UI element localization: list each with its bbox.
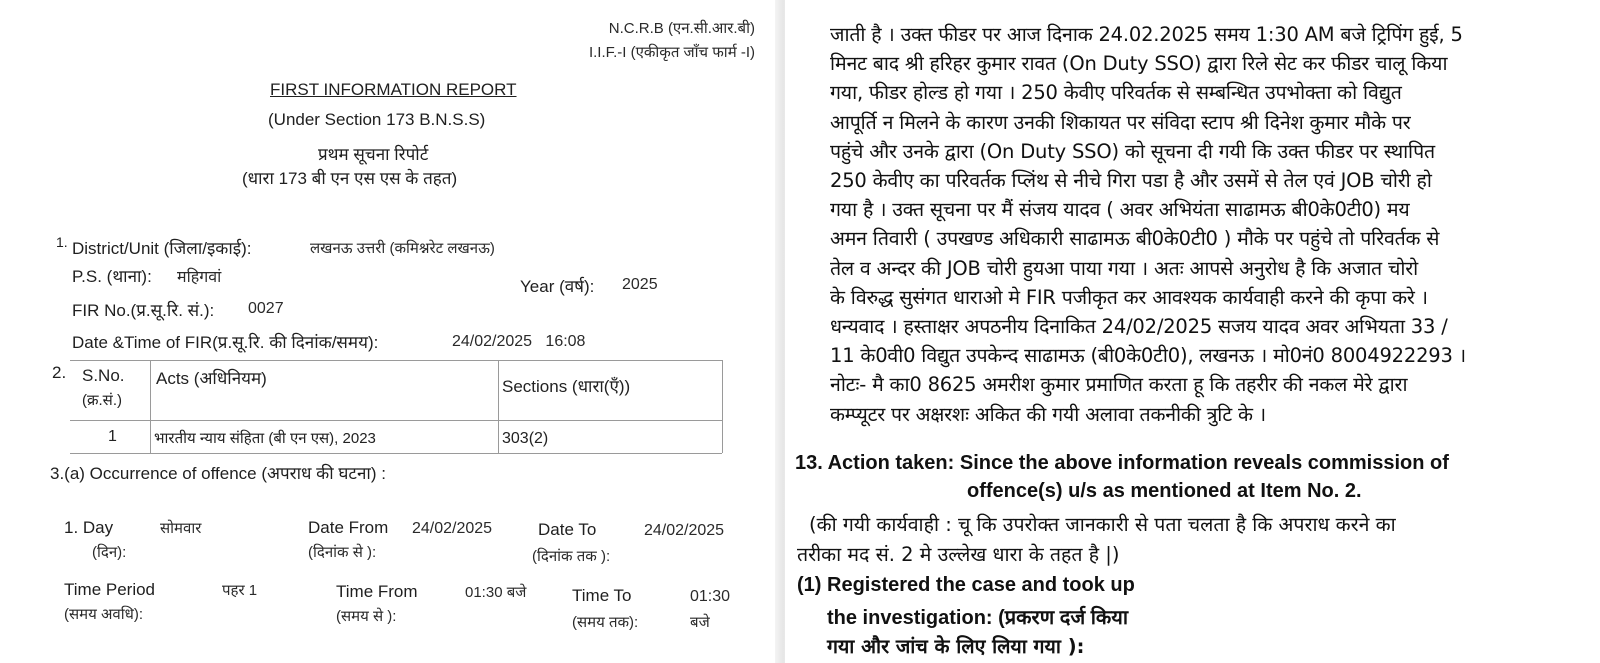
fir-left-page — [0, 0, 785, 663]
registered-line3: गया और जांच के लिए लिया गया ): — [827, 635, 1085, 658]
report-title: FIRST INFORMATION REPORT — [270, 80, 517, 99]
date-from-value: 24/02/2025 — [412, 520, 493, 537]
year-value: 2025 — [622, 276, 658, 293]
date-from-label: Date From — [308, 518, 389, 537]
ps-value: महिगवां — [177, 269, 222, 286]
paragraph-line: अमन तिवारी ( उपखण्ड अधिकारी साढामऊ बी0के0टी0 ) मौके पर पहुंचे तो परिवर्तक से — [830, 227, 1440, 251]
date-to-value: 24/02/2025 — [644, 522, 725, 539]
action-taken-line1: 13. Action taken: Since the above information reveals commission of — [795, 452, 1449, 474]
registered-line2: the investigation: (प्रकरण दर्ज किया — [827, 607, 1129, 629]
paragraph-line: पहुंचे और उनके द्वारा (On Duty SSO) को सूचना दी गयी कि उक्त फीडर पर स्थापित — [830, 139, 1435, 163]
paragraph-line: कम्प्यूटर पर अक्षरशः अकित की गयी अलावा तकनीकी त्रुटि के । — [830, 402, 1266, 426]
district-label: District/Unit (जिला/इकाई): — [72, 239, 252, 258]
sections-header: Sections (धारा(एँ)) — [502, 377, 631, 396]
time-to-unit: बजे — [690, 614, 710, 631]
time-period-label: Time Period — [64, 580, 156, 599]
time-period-value: पहर 1 — [222, 582, 258, 599]
paragraph-line: 11 के0वी0 विद्युत उपकेन्द साढामऊ (बी0के0टी0), लखनऊ । मो0नं0 8004922293 । — [830, 344, 1466, 368]
paragraph-line: मिनट बाद श्री हरिहर कुमार रावत (On Duty SSO) द्वारा रिले सेट कर फीडर चालू किया — [830, 52, 1448, 76]
ncrb-header: N.C.R.B (एन.सी.आर.बी) — [608, 20, 755, 37]
fir-no-value: 0027 — [248, 300, 284, 317]
paragraph-line: धन्यवाद । हस्ताक्षर अपठनीय दिनाकित 24/02/2025 सजय यादव अवर अभियता 33 / — [830, 315, 1448, 338]
year-label: Year (वर्ष): — [520, 277, 595, 296]
acts-header: Acts (अधिनियम) — [156, 369, 267, 388]
table-row-sno: 1 — [108, 428, 117, 445]
report-section-hi: (धारा 173 बी एन एस एस के तहत) — [242, 169, 458, 188]
paragraph-line: के विरुद्ध सुसंगत धाराओ मे FIR पजीकृत कर आवश्यक कार्यवाही करने की कृपा करे । — [830, 285, 1428, 309]
paragraph-line: गया, फीडर होल्ड हो गया । 250 केवीए परिवर्तक से सम्बन्धित उपभोक्ता को विद्युत — [830, 81, 1402, 105]
day-label-hi: (दिन): — [92, 544, 127, 561]
date-to-label-hi: (दिनांक तक ): — [532, 548, 611, 565]
action-hindi-line2: तरीका मद सं. 2 मे उल्लेख धारा के तहत है |) — [797, 543, 1120, 566]
paragraph-line: 250 केवीए का परिवर्तक प्लिंथ से नीचे गिरा पडा है और उसमें से तेल एवं JOB चोरी हो — [830, 169, 1432, 192]
report-section-en: (Under Section 173 B.N.S.S) — [268, 110, 486, 129]
time-to-label: Time To — [572, 586, 632, 605]
fir-no-label: FIR No.(प्र.सू.रि. सं.): — [72, 301, 215, 320]
table-row-act: भारतीय न्याय संहिता (बी एन एस), 2023 — [154, 430, 376, 447]
occurrence-heading: 3.(a) Occurrence of offence (अपराध की घटना) : — [50, 464, 386, 483]
paragraph-line: नोटः- मै का0 8625 अमरीश कुमार प्रमाणित करता हू कि तहरीर की नकल मेरे द्वारा — [830, 373, 1408, 397]
registered-line1: (1) Registered the case and took up — [797, 574, 1135, 596]
date-to-label: Date To — [538, 520, 597, 539]
date-from-label-hi: (दिनांक से ): — [308, 544, 377, 561]
fir-datetime-label: Date &Time of FIR(प्र.सू.रि. की दिनांक/समय): — [72, 333, 379, 352]
sno-header: S.No. — [82, 366, 125, 385]
action-hindi-line1: (की गयी कार्यवाही : चू कि उपरोक्त जानकारी से पता चलता है कि अपराध करने का — [809, 513, 1396, 536]
time-to-value: 01:30 — [690, 588, 731, 605]
report-title-hindi: प्रथम सूचना रिपोर्ट — [318, 145, 429, 164]
time-from-label-hi: (समय से ): — [336, 608, 397, 625]
paragraph-line: तेल व अन्दर की JOB चोरी हुयआ पाया गया । अतः आपसे अनुरोध है कि अजात चोरो — [830, 256, 1419, 280]
iif-header: I.I.F.-I (एकीकृत जाँच फार्म -I) — [588, 44, 755, 61]
district-value: लखनऊ उत्तरी (कमिश्नरेट लखनऊ) — [310, 240, 495, 257]
time-from-value: 01:30 बजे — [465, 584, 527, 601]
item-2-number: 2. — [52, 363, 67, 382]
paragraph-line: आपूर्ति न मिलने के कारण उनकी शिकायत पर संविदा स्टाप श्री दिनेश कुमार मौके पर — [830, 110, 1411, 134]
fir-datetime-value: 24/02/2025 16:08 — [452, 333, 586, 350]
paragraph-line: गया है । उक्त सूचना पर मैं संजय यादव ( अवर अभियंता साढामऊ बी0के0टी0) मय — [830, 198, 1410, 222]
item-1-number: 1. — [56, 234, 68, 250]
ps-label: P.S. (थाना): — [72, 267, 152, 286]
action-taken-line2: offence(s) u/s as mentioned at Item No. 2. — [967, 480, 1362, 502]
table-row-section: 303(2) — [502, 430, 549, 447]
fir-right-page — [785, 0, 1600, 663]
sno-header-hi: (क्र.सं.) — [82, 392, 122, 409]
time-from-label: Time From — [336, 582, 418, 601]
time-to-label-hi: (समय तक): — [572, 614, 639, 631]
day-label: 1. Day — [64, 518, 114, 537]
paragraph-line: जाती है । उक्त फीडर पर आज दिनाक 24.02.2025 समय 1:30 AM बजे ट्रिपिंग हुई, 5 — [830, 23, 1463, 46]
day-value: सोमवार — [160, 520, 202, 537]
time-period-label-hi: (समय अवधि): — [64, 606, 144, 623]
